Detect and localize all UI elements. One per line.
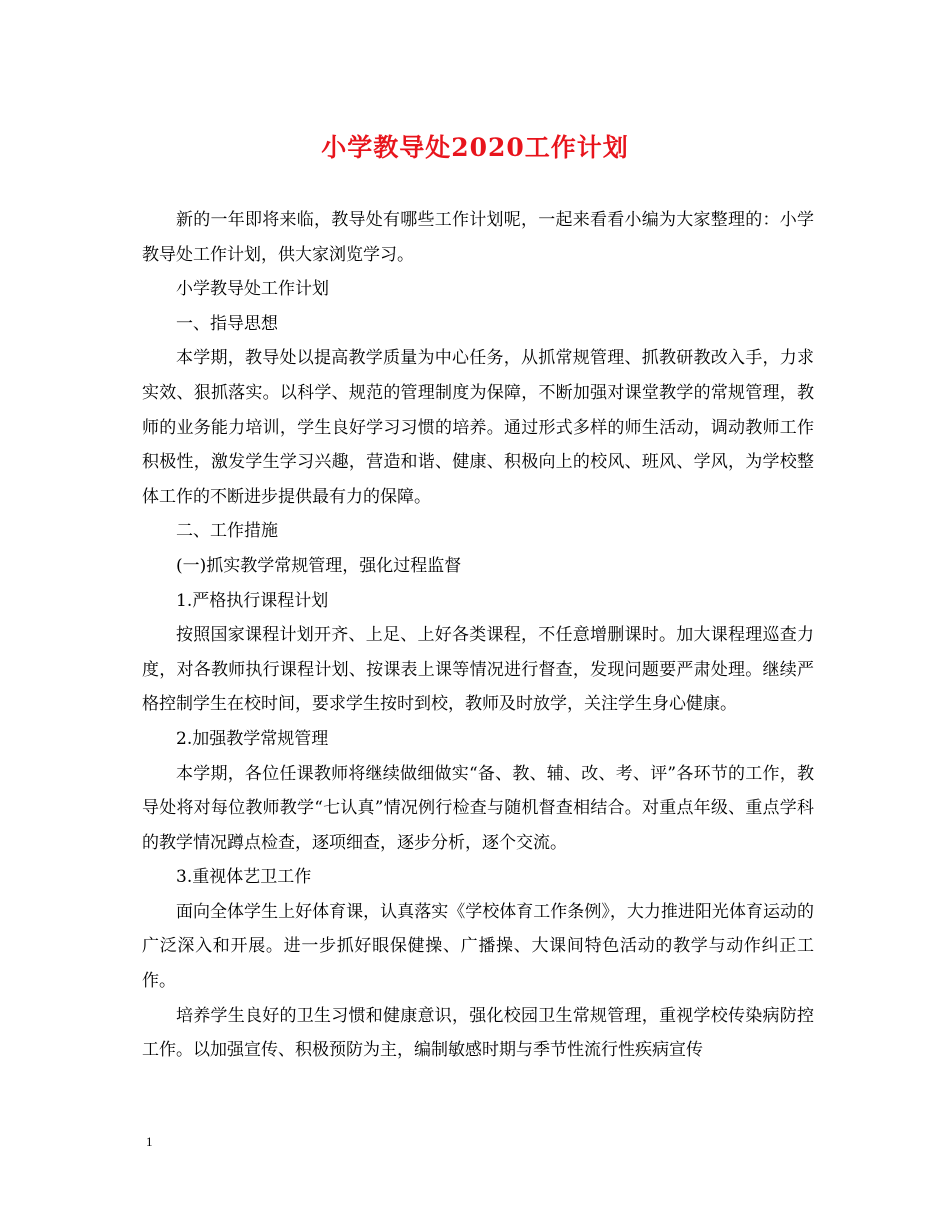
heading-routine-management: (一)抓实教学常规管理，强化过程监督 — [176, 555, 462, 576]
paragraph-guiding-ideology: 本学期，教导处以提高教学质量为中心任务，从抓常规管理、抓教研教改入手，力求实效、狠抓落实。以科学、规范的管理制度为保障，不断加强对课堂教学的常规管理，教师的业务能力培训，学生良好学习习惯的培养。通过形式多样的师生活动，调动教师工作积极性，激发学生学习兴趣，营造和谐、健康、积极向上的校风、班风、学风，为学校整体工作的不断进步提供最有力的保障。 — [142, 348, 814, 507]
paragraph-curriculum-plan: 按照国家课程计划开齐、上足、上好各类课程，不任意增删课时。加大课程理巡查力度，对各教师执行课程计划、按课表上课等情况进行督查，发现问题要严肃处理。继续严格控制学生在校时间，要求学生按时到校，教师及时放学，关注学生身心健康。 — [142, 625, 814, 715]
document-title: 小学教导处2020工作计划 — [321, 133, 629, 162]
heading-sports-arts-health: 3.重视体艺卫工作 — [176, 867, 312, 888]
paragraph-intro: 新的一年即将来临，教导处有哪些工作计划呢，一起来看看小编为大家整理的：小学教导处工作计划，供大家浏览学习。 — [142, 210, 814, 265]
heading-curriculum-plan: 1.严格执行课程计划 — [176, 590, 329, 611]
paragraph-sports: 面向全体学生上好体育课，认真落实《学校体育工作条例》，大力推进阳光体育运动的广泛深入和开展。进一步抓好眼保健操、广播操、大课间特色活动的教学与动作纠正工作。 — [142, 901, 814, 992]
paragraph-subtitle: 小学教导处工作计划 — [176, 279, 329, 300]
heading-work-measures: 二、工作措施 — [176, 521, 278, 542]
heading-teaching-routine: 2.加强教学常规管理 — [176, 728, 329, 749]
document-body — [142, 203, 814, 1068]
page-number: 1 — [146, 1134, 153, 1149]
paragraph-teaching-routine: 本学期，各位任课教师将继续做细做实“备、教、辅、改、考、评”各环节的工作，教导处将对每位教师教学“七认真”情况例行检查与随机督查相结合。对重点年级、重点学科的教学情况蹲点检查，逐项细查，逐步分析，逐个交流。 — [142, 763, 814, 853]
heading-guiding-ideology: 一、指导思想 — [176, 313, 278, 334]
paragraph-health: 培养学生良好的卫生习惯和健康意识，强化校园卫生常规管理，重视学校传染病防控工作。以加强宣传、积极预防为主，编制敏感时期与季节性流行性疾病宣传 — [142, 1005, 814, 1061]
